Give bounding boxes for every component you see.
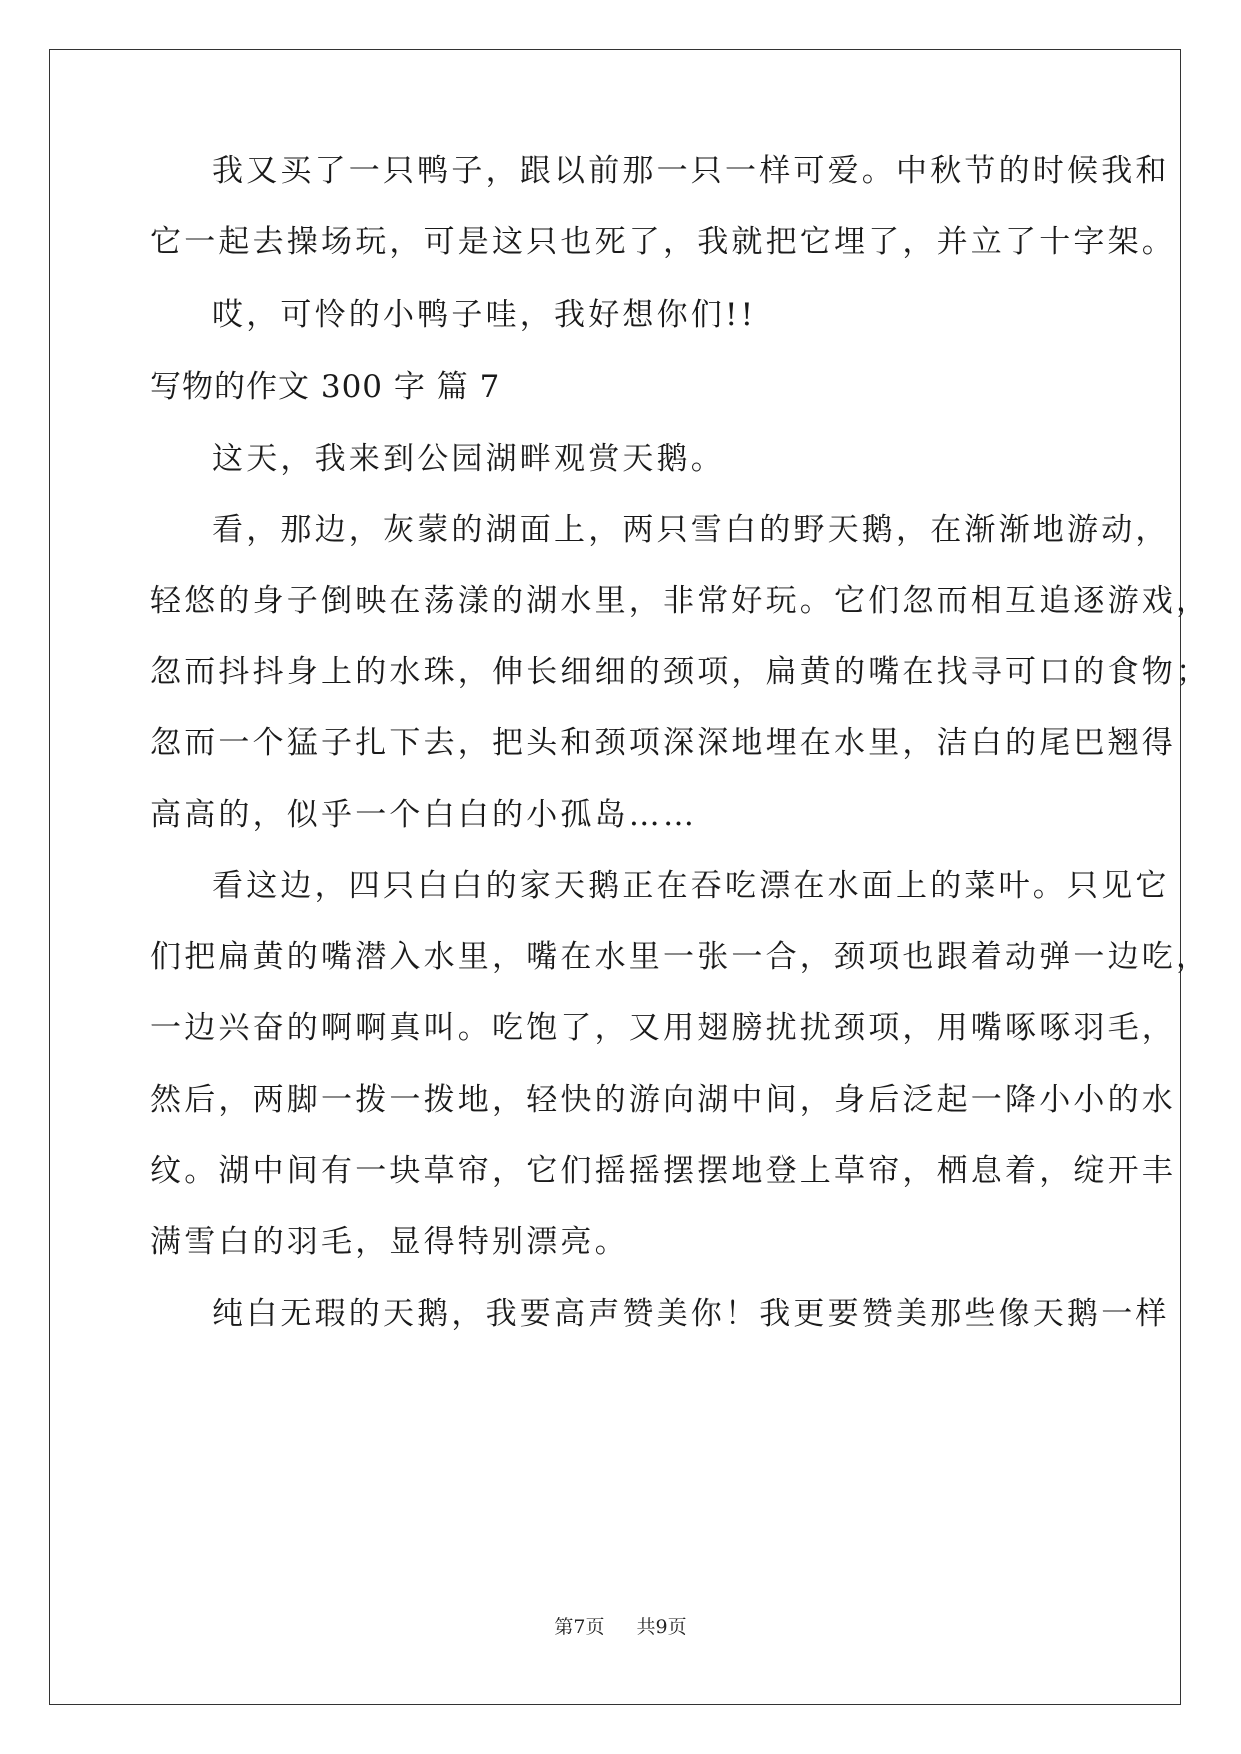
paragraph-line: 高高的，似乎一个白白的小孤岛…… — [150, 797, 698, 833]
paragraph-line: 它一起去操场玩，可是这只也死了，我就把它埋了，并立了十字架。 — [150, 224, 1176, 260]
paragraph-line: 满雪白的羽毛，显得特别漂亮。 — [150, 1224, 629, 1260]
paragraph-line: 看，那边，灰蒙的湖面上，两只雪白的野天鹅，在渐渐地游动， — [212, 512, 1170, 548]
paragraph-line: 一边兴奋的啊啊真叫。吃饱了，又用翅膀扰扰颈项，用嘴啄啄羽毛， — [150, 1010, 1176, 1046]
paragraph-line: 纹。湖中间有一块草帘，它们摇摇摆摆地登上草帘，栖息着，绽开丰 — [150, 1153, 1176, 1189]
page-footer — [0, 1614, 1241, 1640]
paragraph-line: 忽而抖抖身上的水珠，伸长细细的颈项，扁黄的嘴在找寻可口的食物； — [150, 654, 1211, 690]
paragraph-line: 看这边，四只白白的家天鹅正在吞吃漂在水面上的菜叶。只见它 — [212, 868, 1170, 904]
paragraph-line: 忽而一个猛子扎下去，把头和颈项深深地埋在水里，洁白的尾巴翘得 — [150, 725, 1176, 761]
page-total: 共9页 — [636, 1616, 687, 1638]
page-number: 第7页 — [554, 1616, 605, 1638]
paragraph-line: 哎，可怜的小鸭子哇，我好想你们!! — [212, 297, 757, 333]
paragraph-line: 我又买了一只鸭子，跟以前那一只一样可爱。中秋节的时候我和 — [212, 153, 1170, 189]
paragraph-line: 然后，两脚一拨一拨地，轻快的游向湖中间，身后泛起一降小小的水 — [150, 1082, 1176, 1118]
paragraph-line: 纯白无瑕的天鹅，我要高声赞美你！我更要赞美那些像天鹅一样 — [212, 1296, 1170, 1332]
paragraph-line: 这天，我来到公园湖畔观赏天鹅。 — [212, 441, 725, 477]
section-heading: 写物的作文 300 字 篇 7 — [150, 369, 501, 405]
paragraph-line: 轻悠的身子倒映在荡漾的湖水里，非常好玩。它们忽而相互追逐游戏， — [150, 583, 1211, 619]
paragraph-line: 们把扁黄的嘴潜入水里，嘴在水里一张一合，颈项也跟着动弹一边吃， — [150, 939, 1211, 975]
